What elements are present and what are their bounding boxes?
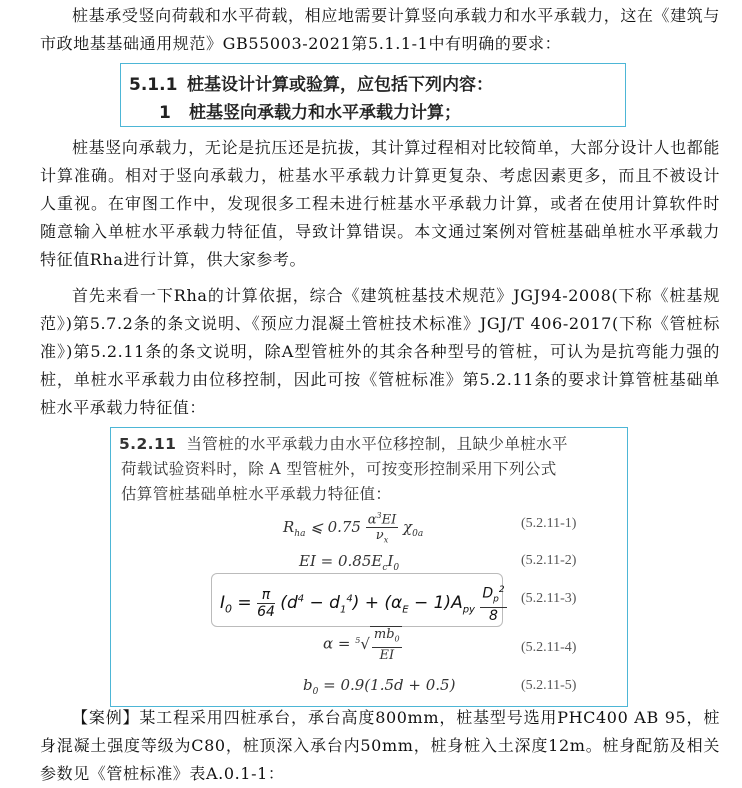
clause-title: 桩基设计计算或验算，应包括下列内容： xyxy=(187,75,493,95)
equation-5-2-11-5: $b_0 = 0.9(1.5d + 0.5)$ xyxy=(303,676,456,697)
eq-number-5: (5.2.11-5) xyxy=(521,678,577,693)
eq-number-3: (5.2.11-3) xyxy=(521,591,577,606)
equation-5-2-11-3-box xyxy=(211,573,503,627)
equation-5-2-11-1: $R_{ha}$ ⩽ 0.75 $\frac{\alpha^3EI}{\nu_x}$ $\chi_{0a}$ xyxy=(283,508,423,548)
standard-clause-line2: 荷载试验资料时，除 A 型管桩外，可按变形控制采用下列公式 xyxy=(121,460,557,478)
equation-5-2-11-4: α = $^5$√ $\frac{mb_0}{EI}$ xyxy=(323,627,400,663)
clause-item-text: 桩基竖向承载力和水平承载力计算； xyxy=(189,103,461,123)
clause-item-number: 1 xyxy=(159,103,171,123)
case-paragraph: 【案例】某工程采用四桩承台，承台高度800mm，桩基型号选用PHC400 AB 95，桩身混凝土强度等级为C80，桩顶深入承台内50mm，桩身桩入土深度12m。桩身配筋及相关参数见《管桩标准》表A.0.1-1： xyxy=(40,708,720,783)
code-clause-box xyxy=(120,63,626,127)
standard-clause-line1: 当管桩的水平承载力由水平位移控制，且缺少单桩水平 xyxy=(186,435,568,453)
clause-number: 5.1.1 xyxy=(129,75,178,95)
equation-5-2-11-3: $I_0$ = $\frac{\pi}{64}$ $(d^4 - d_1^4) + (\alpha_E - 1)A_{py}$ $\frac{D_p^2}{8}$ xyxy=(220,582,507,624)
eq-number-2: (5.2.11-2) xyxy=(521,553,577,568)
standard-clause-line3: 估算管桩基础单桩水平承载力特征值： xyxy=(121,485,392,503)
eq-number-1: (5.2.11-1) xyxy=(521,516,577,531)
standard-clause-box xyxy=(110,427,628,707)
standard-clause-number: 5.2.11 xyxy=(119,435,177,453)
basis-paragraph: 首先来看一下Rha的计算依据，综合《建筑桩基技术规范》JGJ94-2008(下称《桩基规范》)第5.7.2条的条文说明、《预应力混凝土管桩技术标准》JGJ/T 406-2017(下称《管桩标准》)第5.2.11条的条文说明，除A型管桩外的其余各种型号的管桩，可认为是抗弯能力强的桩，单桩水平承载力由位移控制，因此可按《管桩标准》第5.2.11条的要求计算管桩基础单桩水平承载力特征值： xyxy=(40,286,720,417)
intro-paragraph: 桩基承受竖向荷载和水平荷载，相应地需要计算竖向承载力和水平承载力，这在《建筑与市政地基基础通用规范》GB55003-2021第5.1.1-1中有明确的要求： xyxy=(40,6,720,53)
eq-number-4: (5.2.11-4) xyxy=(521,640,577,655)
equation-5-2-11-2: EI = $0.85E_cI_0$ xyxy=(299,552,400,573)
background-paragraph: 桩基竖向承载力，无论是抗压还是抗拔，其计算过程相对比较简单，大部分设计人也都能计算准确。相对于竖向承载力，桩基水平承载力计算更复杂、考虑因素更多，而且不被设计人重视。在审图工作中，发现很多工程未进行桩基水平承载力计算，或者在使用计算软件时随意输入单桩水平承载力特征值，导致计算错误。本文通过案例对管桩基础单桩水平承载力特征值Rha进行计算，供大家参考。 xyxy=(40,138,720,269)
